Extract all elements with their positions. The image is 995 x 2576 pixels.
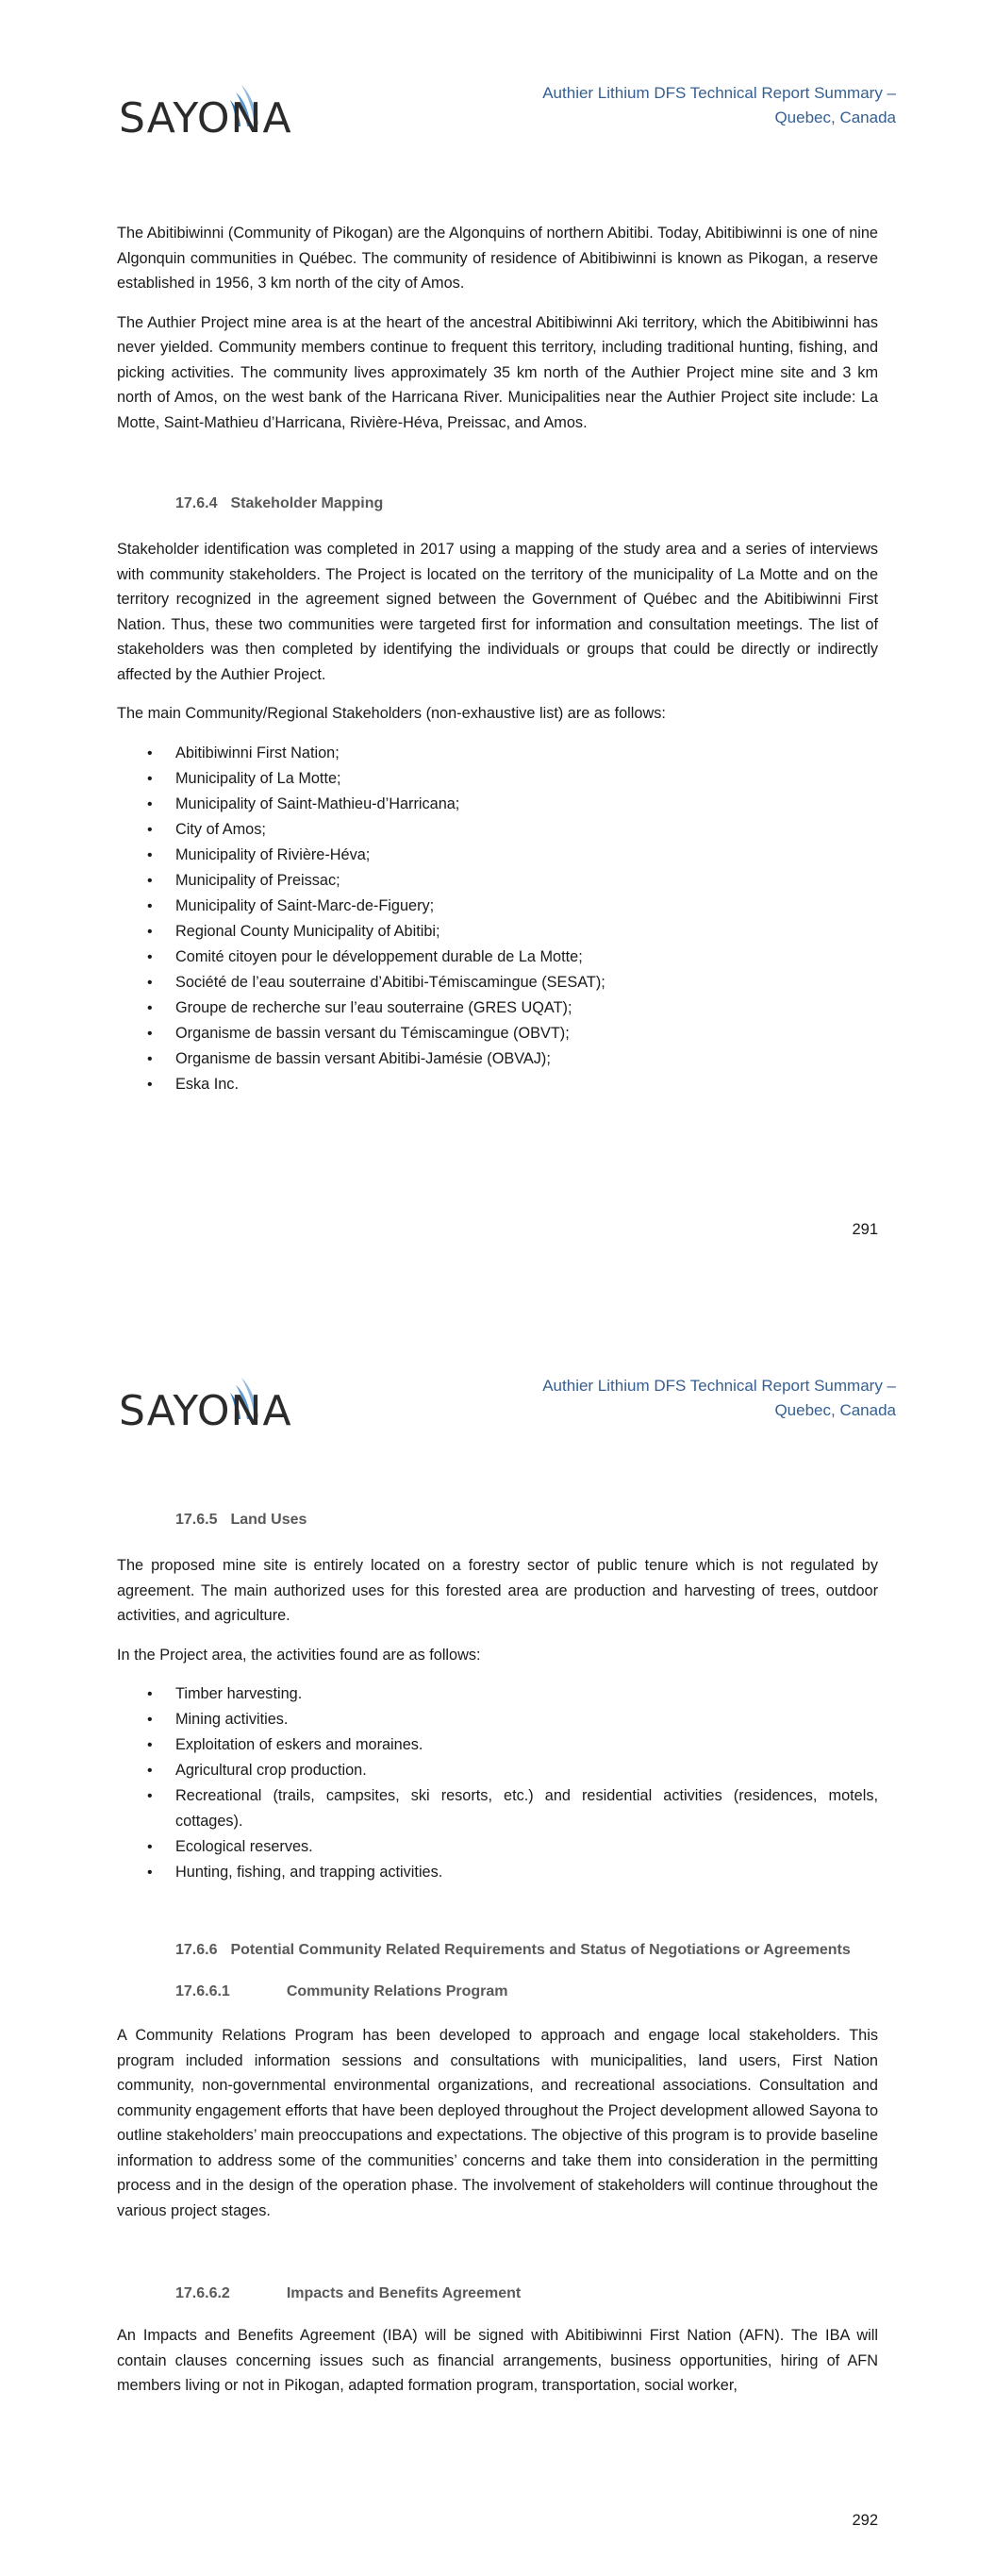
subsection-title: Impacts and Benefits Agreement [286, 2285, 522, 2301]
paragraph-stakeholder-identification: Stakeholder identification was completed in 2017 using a mapping of the study area and a series of interviews with community stakeholders. The Project is located on the territory of the municipality of La Motte and on the territory recognized in the agreement signed between the Government of Québec and the Abitibiwinni First Nation. Thus, these two communities were targeted first for information and consultation meetings. The list of stakeholders was then completed by identifying the individuals or groups that could be directly or indirectly affected by the Authier Project. [117, 541, 878, 683]
page-body [117, 1512, 878, 2399]
paragraph-authier-territory: The Authier Project mine area is at the heart of the ancestral Abitibiwinni Aki territory, which the Abitibiwinni has never yielded. Community members continue to frequent this territory, including traditional hunting, fishing, and picking activities. The community lives approximately 35 km north of the Authier Project mine site and 3 km north of Amos, on the west bank of the Harricana River. Municipalities near the Authier Project site include: La Motte, Saint-Mathieu d’Harricana, Rivière-Héva, Preissac, and Amos. [117, 313, 878, 431]
list-item: • City of Amos; [147, 820, 266, 838]
subsection-title: Community Relations Program [286, 1983, 508, 1999]
section-title: Land Uses [230, 1512, 307, 1528]
list-item: • Municipality of Rivière-Héva; [147, 845, 371, 863]
list-item: • Organisme de bassin versant du Témiscamingue (OBVT); [147, 1024, 570, 1042]
section-heading-community-requirements [117, 1942, 878, 1959]
document-page-291 [0, 0, 995, 1283]
list-item: • Municipality of Preissac; [147, 871, 340, 889]
list-item: • Ecological reserves. [147, 1838, 313, 1855]
section-title: Stakeholder Mapping [230, 495, 384, 511]
list-item: • Groupe de recherche sur l’eau souterraine (GRES UQAT); [147, 998, 572, 1016]
list-item: • Municipality of Saint-Mathieu-d’Harricana; [147, 795, 460, 812]
list-item: • Exploitation of eskers and moraines. [147, 1736, 423, 1753]
section-number: 17.6.4 [175, 495, 218, 511]
paragraph-abitibiwinni-intro: The Abitibiwinni (Community of Pikogan) are the Algonquins of northern Abitibi. Today, Abitibiwinni is one of nine Algonquin communities in Québec. The community of residence of Abitibiwinni is known as Pikogan, a reserve established in 1956, 3 km north of the city of Amos. [117, 225, 878, 292]
list-item: • Hunting, fishing, and trapping activities. [147, 1864, 443, 1881]
page-body [117, 221, 878, 1097]
list-item: • Agricultural crop production. [147, 1762, 367, 1779]
section-number: 17.6.5 [175, 1512, 218, 1528]
list-item: • Comité citoyen pour le développement durable de La Motte; [147, 947, 583, 965]
subsection-heading-community-relations [117, 1983, 878, 2000]
list-item: • Eska Inc. [147, 1075, 239, 1093]
report-title-line-1: Authier Lithium DFS Technical Report Summary – [542, 1377, 896, 1395]
list-item: • Municipality of La Motte; [147, 769, 341, 787]
paragraph-mine-site-forestry: The proposed mine site is entirely located on a forestry sector of public tenure which is not regulated by agreement. The main authorized uses for this forested area are production and harvesting of trees, outdoor activities, and agriculture. [117, 1557, 878, 1624]
report-title [500, 81, 896, 130]
list-item: • Municipality of Saint-Marc-de-Figuery; [147, 896, 435, 914]
paragraph-impacts-benefits-agreement: An Impacts and Benefits Agreement (IBA) will be signed with Abitibiwinni First Nation (AFN). The IBA will contain clauses concerning issues such as financial arrangements, business opportunities, hiring of AFN members living or not in Pikogan, adapted formation program, transportation, social worker, [117, 2327, 878, 2394]
report-title-line-1: Authier Lithium DFS Technical Report Summary – [542, 84, 896, 102]
report-title-line-2: Quebec, Canada [774, 1401, 896, 1419]
list-item: • Timber harvesting. [147, 1685, 303, 1702]
logo-wordmark: SAYONA [119, 94, 292, 142]
sayona-logo [119, 74, 292, 149]
page-number: 291 [852, 1221, 878, 1238]
list-item: • Société de l’eau souterraine d’Abitibi-Témiscamingue (SESAT); [147, 973, 605, 991]
section-number: 17.6.6 [175, 1942, 218, 1958]
list-item: • Recreational (trails, campsites, ski resorts, etc.) and residential activities (residences, motels, cottages). [147, 1787, 878, 1830]
list-item: • Abitibiwinni First Nation; [147, 744, 340, 761]
paragraph-stakeholder-list-intro: The main Community/Regional Stakeholders (non-exhaustive list) are as follows: [117, 705, 666, 722]
activities-list [117, 1681, 878, 1885]
list-item: • Organisme de bassin versant Abitibi-Jamésie (OBVAJ); [147, 1049, 551, 1067]
section-heading-stakeholder-mapping [117, 495, 878, 512]
paragraph-community-relations-program: A Community Relations Program has been developed to approach and engage local stakeholders. This program included information sessions and consultations with municipalities, land users, First Nation community, non-governmental environmental organizations, and recreational associations. Consultation and community engagement efforts that have been deployed throughout the Project development allowed Sayona to outline stakeholders’ main preoccupations and expectations. The objective of this program is to provide baseline information to address some of the communities’ concerns and take them into consideration in the permitting process and in the design of the operation phase. The involvement of stakeholders will continue throughout the various project stages. [117, 2027, 878, 2219]
stakeholder-list [117, 741, 878, 1097]
list-item: • Regional County Municipality of Abitibi; [147, 922, 440, 940]
report-title [500, 1374, 896, 1423]
paragraph-activities-intro: In the Project area, the activities found are as follows: [117, 1646, 481, 1664]
subsection-number: 17.6.6.2 [175, 2285, 230, 2301]
subsection-heading-impacts-benefits [117, 2285, 878, 2302]
logo-wordmark: SAYONA [119, 1387, 292, 1435]
list-item: • Mining activities. [147, 1711, 289, 1728]
section-title: Potential Community Related Requirements and Status of Negotiations or Agreements [230, 1942, 851, 1958]
report-title-line-2: Quebec, Canada [774, 109, 896, 126]
subsection-number: 17.6.6.1 [175, 1983, 230, 1999]
document-page-292 [0, 1293, 995, 2576]
sayona-logo [119, 1366, 292, 1442]
page-number: 292 [852, 2512, 878, 2529]
section-heading-land-uses [117, 1512, 878, 1529]
